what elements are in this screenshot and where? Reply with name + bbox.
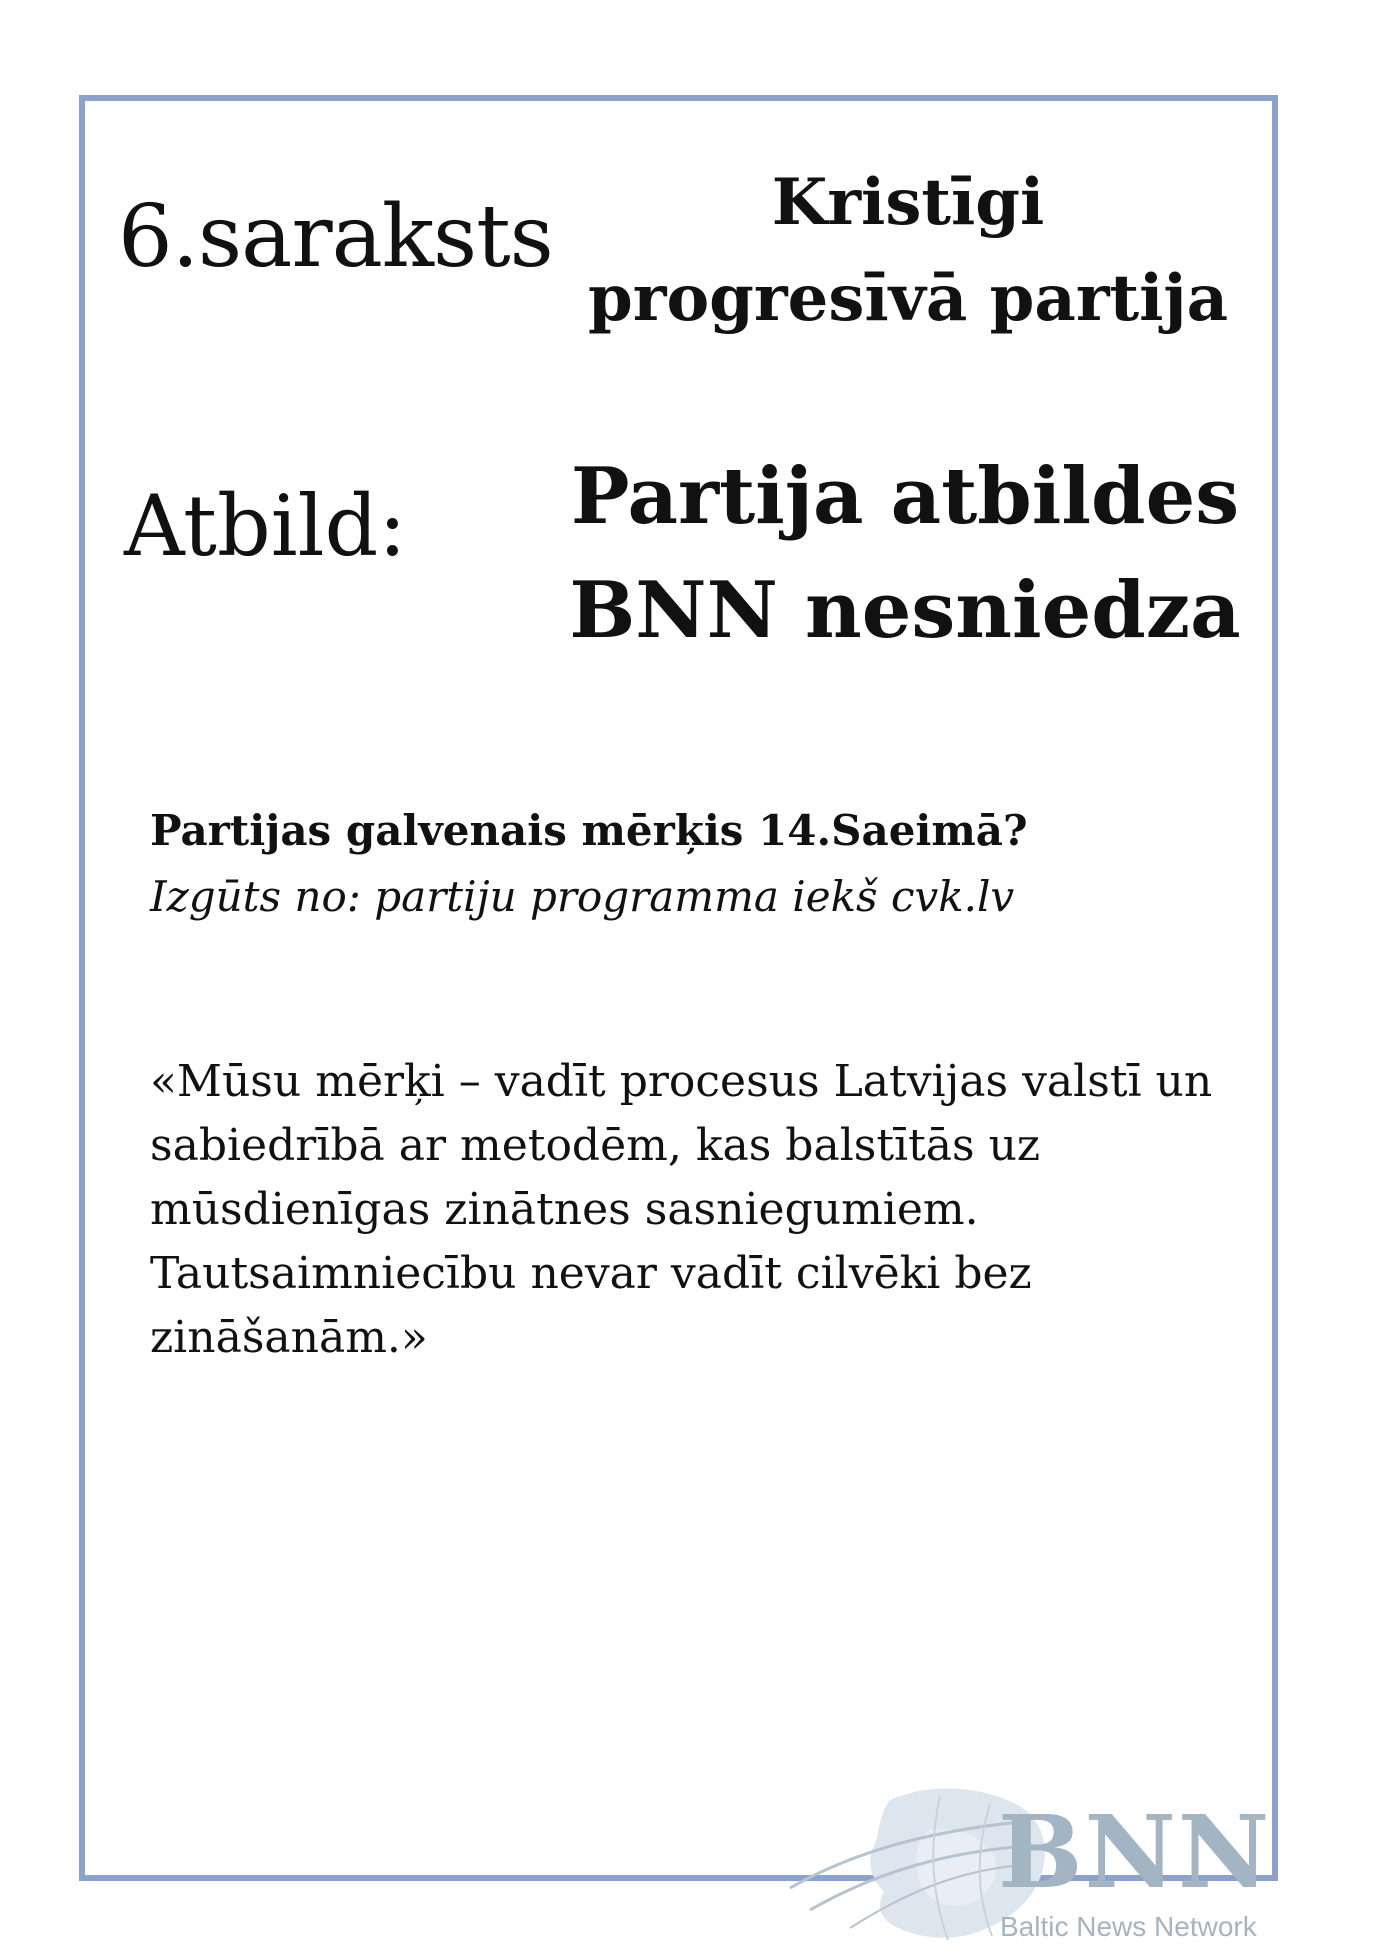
answer-value-line-1: Partija atbildes [570,451,1240,542]
answer-label: Atbild: [124,477,407,575]
page-frame [79,95,1278,1881]
list-number: 6.saraksts [118,187,553,287]
question-heading: Partijas galvenais mērķis 14.Saeimā? [150,806,1028,855]
bnn-wordmark: BNN [998,1793,1272,1911]
bnn-logo [780,1760,1310,1956]
party-goal-quote: «Mūsu mērķi – vadīt procesus Latvijas valstī un sabiedrībā ar metodēm, kas balstītās uz mūsdienīgas zinātnes sasniegumiem. Tautsaimniecību nevar vadīt cilvēki bez zināšanām.» [150,1056,1213,1363]
party-name [568,155,1248,347]
answer-value [560,440,1250,668]
party-name-line-1: Kristīgi [771,165,1045,240]
answer-value-line-2: BNN nesniedza [569,565,1241,656]
bnn-tagline: Baltic News Network [1000,1911,1257,1942]
party-name-line-2: progresīvā partija [587,261,1229,336]
source-note: Izgūts no: partiju programma iekš cvk.lv [150,872,1015,921]
